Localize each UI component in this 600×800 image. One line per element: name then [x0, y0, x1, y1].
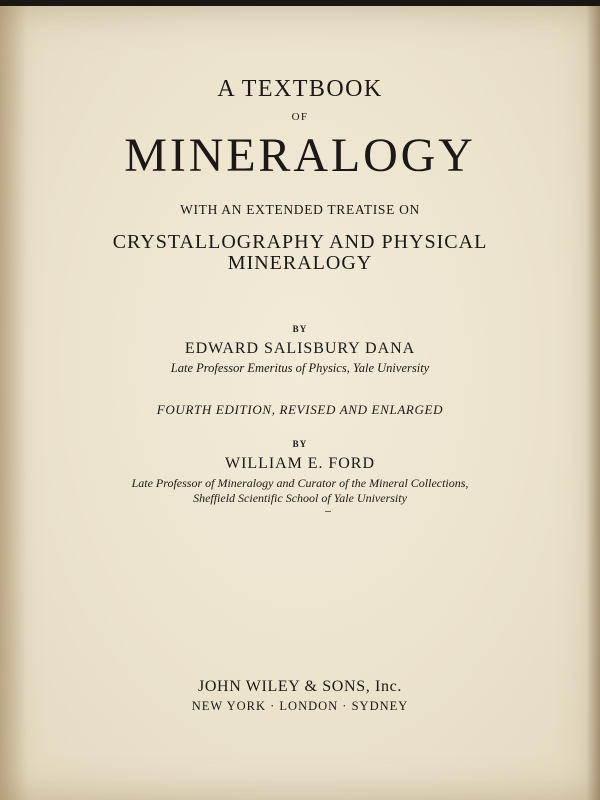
- title-line-textbook: A TEXTBOOK: [217, 76, 383, 102]
- subtitle-line-2: CRYSTALLOGRAPHY AND PHYSICAL: [112, 231, 488, 253]
- author-title-2-line-2: Sheffield Scientific School of Yale University: [193, 491, 407, 505]
- author-title-2-line-1: Late Professor of Mineralogy and Curator of the Mineral Collections,: [131, 476, 469, 490]
- author-name-1: EDWARD SALISBURY DANA: [184, 340, 416, 357]
- edition-statement: FOURTH EDITION, REVISED AND ENLARGED: [156, 402, 444, 417]
- subtitle-line-3: MINERALOGY: [227, 252, 373, 274]
- by-label-1: BY: [292, 324, 308, 334]
- author-title-1: Late Professor Emeritus of Physics, Yale University: [170, 361, 430, 375]
- author-name-2: WILLIAM E. FORD: [225, 455, 375, 472]
- by-label-2: BY: [292, 439, 308, 449]
- main-title: MINERALOGY: [124, 129, 476, 182]
- subtitle-line-1: WITH AN EXTENDED TREATISE ON: [180, 202, 420, 217]
- publisher-cities: NEW YORK · LONDON · SYDNEY: [191, 699, 409, 713]
- publisher-name: JOHN WILEY & SONS, Inc.: [197, 678, 403, 695]
- title-line-of: OF: [291, 111, 309, 123]
- book-title-page: [0, 6, 600, 800]
- ornament-dash: [325, 511, 331, 512]
